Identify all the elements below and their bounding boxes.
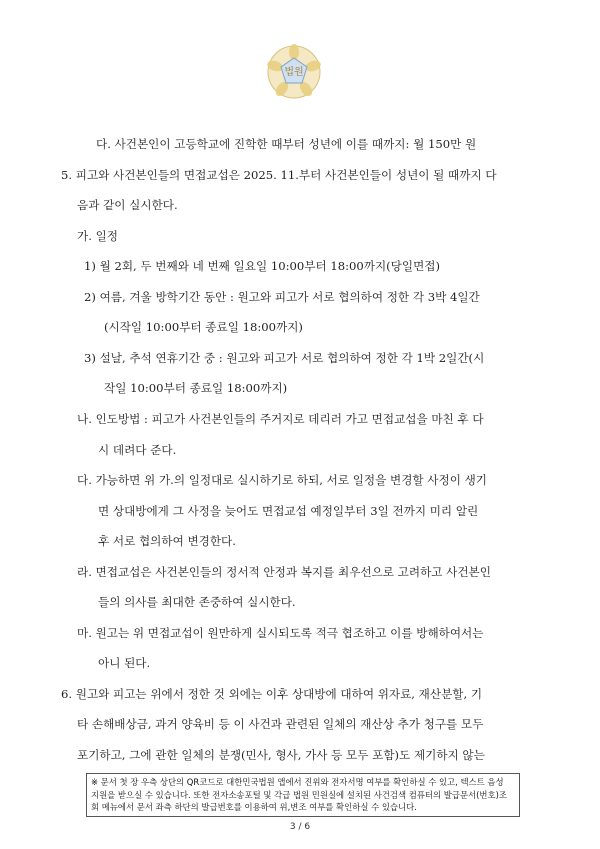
text-line-8: 3) 설날, 추석 연휴기간 중 : 원고와 피고가 서로 협의하여 정한 각 1박 2일간(시 xyxy=(84,351,485,365)
text-line-19: 6. 원고와 피고는 위에서 정한 것 외에는 이후 상대방에 대하여 위자료, 재산분할, 기 xyxy=(61,687,483,701)
text-line-3: 음과 같이 실시한다. xyxy=(77,198,178,212)
notice-line-3: 회 메뉴에서 문서 좌측 하단의 발급번호를 이용하여 위,변조 여부를 확인하실 수 있습니다. xyxy=(91,802,417,812)
text-line-1: 다. 사건본인이 고등학교에 진학한 때부터 성년에 이를 때까지: 월 150만 원 xyxy=(96,137,477,151)
text-line-7: (시작일 10:00부터 종료일 18:00까지) xyxy=(104,320,303,334)
text-line-17: 마. 원고는 위 면접교섭이 원만하게 실시되도록 적극 협조하고 이를 방해하여서는 xyxy=(77,626,484,640)
text-line-20: 타 손해배상금, 과거 양육비 등 이 사건과 관련된 일체의 재산상 추가 청구를 모두 xyxy=(77,717,484,731)
text-line-11: 시 데려다 준다. xyxy=(98,443,177,457)
seal-lettering: 법원 xyxy=(284,67,304,78)
text-line-14: 후 서로 협의하여 변경한다. xyxy=(98,534,236,548)
text-line-6: 2) 여름, 겨울 방학기간 동안 : 원고와 피고가 서로 협의하여 정한 각 3박 4일간 xyxy=(84,290,480,304)
text-line-21: 포기하고, 그에 관한 일체의 분쟁(민사, 형사, 가사 등 모두 포함)도 제기하지 않는 xyxy=(77,748,485,762)
text-line-9: 작일 10:00부터 종료일 18:00까지) xyxy=(104,381,288,395)
text-line-16: 들의 의사를 최대한 존중하여 실시한다. xyxy=(98,595,296,609)
text-line-18: 아니 된다. xyxy=(98,656,151,670)
text-line-2: 5. 피고와 사건본인들의 면접교섭은 2025. 11.부터 사건본인들이 성년이 될 때까지 다 xyxy=(61,168,497,182)
court-seal-logo xyxy=(266,44,322,100)
verification-notice-box xyxy=(86,773,520,817)
notice-line-1: ※ 문서 첫 장 우측 상단의 QR코드로 대한민국법원 앱에서 진위와 전자서명 여부를 확인하실 수 있고, 텍스트 음성 xyxy=(91,777,504,787)
text-line-13: 면 상대방에게 그 사정을 늦어도 면접교섭 예정일부터 3일 전까지 미리 알린 xyxy=(98,504,479,518)
text-line-5: 1) 월 2회, 두 번째와 네 번째 일요일 10:00부터 18:00까지(당일면접) xyxy=(84,259,440,273)
text-line-15: 라. 면접교섭은 사건본인들의 정서적 안정과 복지를 최우선으로 고려하고 사건본인 xyxy=(77,565,491,579)
notice-line-2: 지원을 받으실 수 있습니다. 또한 전자소송포털 및 각급 법원 민원실에 설치된 사건검색 컴퓨터의 발급문서(번호)조 xyxy=(91,789,507,800)
page-number: 3 / 6 xyxy=(289,822,311,832)
text-line-4: 가. 일정 xyxy=(77,229,118,243)
text-line-12: 다. 가능하면 위 가.의 일정대로 실시하기로 하되, 서로 일정을 변경할 사정이 생기 xyxy=(77,473,487,487)
text-line-10: 나. 인도방법 : 피고가 사건본인들의 주거지로 데리러 가고 면접교섭을 마친 후 다 xyxy=(77,412,484,426)
